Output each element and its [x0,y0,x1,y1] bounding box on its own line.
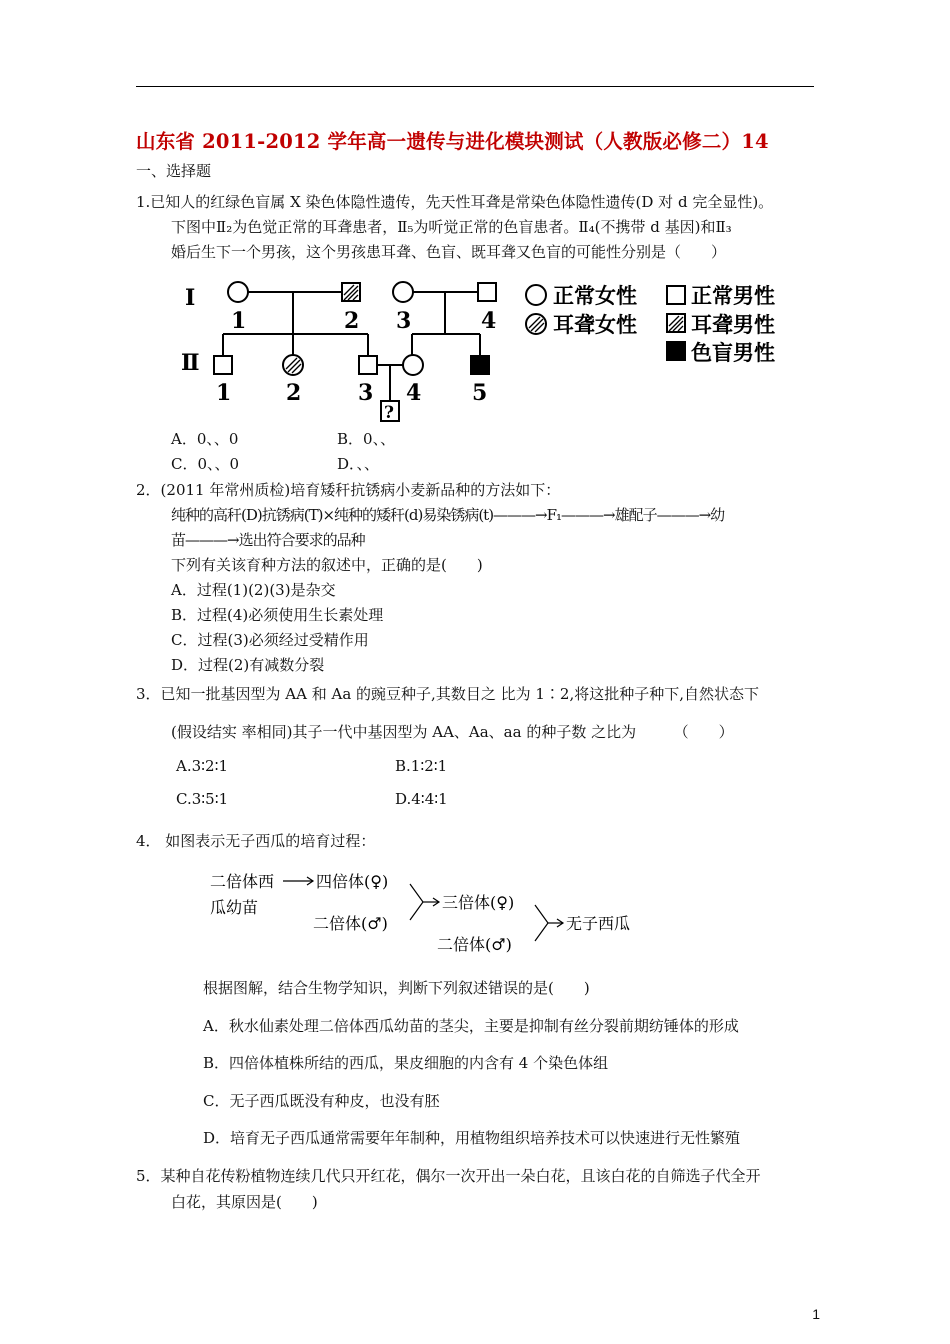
q2-option-c: C．过程(3)必须经过受精作用 [171,631,369,649]
legend-deaf-male: 耳聋男性 [691,312,775,337]
q5-line2: 白花，其原因是( ) [171,1193,318,1211]
legend-colorblind-male: 色盲男性 [691,340,775,365]
q3-option-c: C.3∶5∶1 [176,790,229,808]
II2-number: 2 [286,380,302,406]
I3-number: 3 [396,308,412,334]
q4-option-c: C．无子西瓜既没有种皮，也没有胚 [203,1092,440,1110]
q2-option-a: A．过程(1)(2)(3)是杂交 [171,581,336,599]
q1-option-b: B．0、、 [337,430,396,448]
II4-number: 4 [406,380,422,406]
q2-line1: 2．(2011 年常州质检)培育矮秆抗锈病小麦新品种的方法如下： [136,481,561,499]
pedigree-II3-normal-male [359,356,377,374]
q3-line1: 3．已知一批基因型为 AA 和 Aa 的豌豆种子,其数目之 比为 1∶2,将这批种子种下,自然状态下 [136,685,759,703]
q4-option-a: A．秋水仙素处理二倍体西瓜幼苗的茎尖，主要是抑制有丝分裂前期纺锤体的形成 [203,1017,739,1035]
q5-line1: 5．某种自花传粉植物连续几代只开红花，偶尔一次开出一朵白花，且该白花的自筛选子代全开 [136,1167,761,1185]
q1-option-c: C．0、、0 [171,455,240,473]
pedigree-II5-colorblind-male [471,356,489,374]
unknown-offspring-label: ? [384,403,394,423]
q3-option-b: B.1∶2∶1 [395,757,448,775]
pedigree-I3-normal-female [393,282,413,302]
I2-number: 2 [344,308,360,334]
gen-I-label: Ⅰ [185,285,196,311]
pedigree-I4-normal-male [478,283,496,301]
q4-option-d: D．培育无子西瓜通常需要年年制种，用植物组织培养技术可以快速进行无性繁殖 [203,1129,741,1147]
q2-option-d: D．过程(2)有减数分裂 [171,656,325,674]
legend-deaf-female: 耳聋女性 [553,312,637,337]
pedigree-I1-normal-female [228,282,248,302]
q1-line3: 婚后生下一个男孩，这个男孩患耳聋、色盲、既耳聋又色盲的可能性分别是（ ） [171,243,727,261]
legend-normal-male: 正常男性 [691,283,775,308]
q3-option-d: D.4∶4∶1 [395,790,448,808]
pedigree-chart [175,272,815,432]
watermelon-breeding-diagram [205,860,655,965]
q4-option-b: B．四倍体植株所结的西瓜，果皮细胞的内含有 4 个染色体组 [203,1054,609,1072]
header-rule [136,86,814,87]
II1-number: 1 [216,380,232,406]
I1-number: 1 [231,308,247,334]
II5-number: 5 [472,380,488,406]
q2-line4: 下列有关该育种方法的叙述中，正确的是( ) [171,556,483,574]
q4-line2: 根据图解，结合生物学知识，判断下列叙述错误的是( ) [203,979,590,997]
legend-normal-male-icon [667,286,685,304]
q2-option-b: B．过程(4)必须使用生长素处理 [171,606,384,624]
page-number: 1 [812,1306,820,1322]
tetraploid-female: 四倍体(♀) [316,872,389,891]
q1-line1: 1.已知人的红绿色盲属 X 染色体隐性遗传，先天性耳聋是常染色体隐性遗传(D 对 d 完全显性)。 [136,193,774,211]
page-title: 山东省 2011-2012 学年高一遗传与进化模块测试（人教版必修二）14 [136,130,769,153]
q2-line2: 纯种的高秆(D)抗锈病(T)×纯种的矮秆(d)易染锈病(t)———→F₁———→雄配子———→幼 [171,506,725,524]
q3-line2: (假设结实 率相同)其子一代中基因型为 AA、Aa、aa 的种子数 之比为 （ ） [171,723,734,741]
gen-II-label: Ⅱ [181,350,200,376]
legend-normal-female-icon [526,285,546,305]
II3-number: 3 [358,380,374,406]
diploid-male-1: 二倍体(♂) [313,914,388,933]
diploid-male-2: 二倍体(♂) [437,935,512,954]
q1-line2: 下图中Ⅱ₂为色觉正常的耳聋患者，Ⅱ₅为听觉正常的色盲患者。Ⅱ₄(不携带 d 基因)和Ⅱ₃ [171,218,732,236]
diploid-seedling-line2: 瓜幼苗 [210,898,259,917]
pedigree-II1-normal-male [214,356,232,374]
q3-option-a: A.3∶2∶1 [176,757,229,775]
legend-colorblind-male-icon [667,342,685,360]
q1-option-d: D．、、 [337,455,380,473]
legend-deaf-male-icon [667,314,685,332]
legend-normal-female: 正常女性 [553,283,637,308]
triploid-female: 三倍体(♀) [442,893,515,912]
diploid-seedling-line1: 二倍体西 [210,872,275,891]
seedless-watermelon: 无子西瓜 [566,914,631,933]
q2-line3: 苗———→选出符合要求的品种 [171,531,365,549]
pedigree-I2-deaf-male [342,283,360,301]
pedigree-II4-normal-female [403,355,423,375]
section-heading: 一、选择题 [136,162,212,180]
q1-option-a: A．0、、0 [171,430,239,448]
q4-line1: 4． 如图表示无子西瓜的培育过程： [136,832,376,850]
I4-number: 4 [481,308,497,334]
